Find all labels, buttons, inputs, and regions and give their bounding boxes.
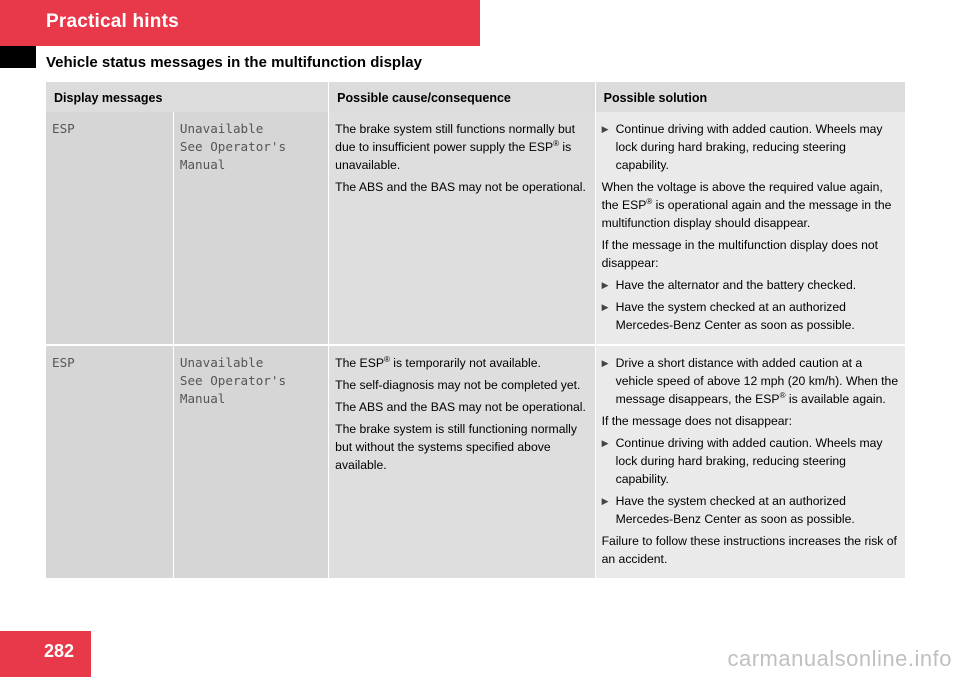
- text-part: Continue driving with added caution. Wheels may lock during hard braking, reducing steering capability.: [615, 436, 883, 486]
- text-part: is available again.: [785, 392, 886, 406]
- text-part: Have the system checked at an authorized Mercedes-Benz Center as soon as possible.: [615, 494, 855, 526]
- text-part: The ESP: [335, 356, 384, 370]
- display-message-text-cell: [174, 112, 328, 346]
- paragraph: [602, 532, 899, 568]
- triangle-right-icon: ▶: [601, 280, 609, 290]
- triangle-right-icon: ▶: [601, 358, 609, 368]
- paragraph: [335, 420, 588, 474]
- possible-cause-cell: [329, 112, 594, 346]
- header-black-bar: [0, 46, 36, 68]
- text-part: If the message in the multifunction display does not disappear:: [601, 238, 879, 270]
- registered-mark: ®: [553, 138, 560, 148]
- status-messages-table: [45, 82, 906, 580]
- triangle-right-icon: ▶: [601, 124, 609, 134]
- display-message-code: ESP: [52, 355, 75, 370]
- page-number-tab: [0, 631, 91, 677]
- bullet-item: [602, 434, 899, 488]
- registered-mark: ®: [383, 354, 390, 364]
- section-title: Practical hints: [46, 11, 179, 32]
- text-part: is temporarily not available.: [389, 356, 541, 370]
- possible-solution-cell: [596, 346, 905, 580]
- display-message-line: See Operator's: [179, 373, 287, 388]
- text-part: Failure to follow these instructions increases the risk of an accident.: [601, 534, 897, 566]
- paragraph: [602, 412, 899, 430]
- paragraph: [335, 120, 588, 174]
- display-message-line: Manual: [179, 157, 226, 172]
- display-message-line: Manual: [179, 391, 226, 406]
- display-message-cell: [46, 346, 173, 580]
- text-part: The ABS and the BAS may not be operational.: [335, 180, 586, 194]
- table-row: [46, 346, 905, 580]
- bullet-item: [602, 276, 899, 294]
- col-header-possible-solution: Possible solution: [596, 82, 905, 112]
- display-message-line: Unavailable: [179, 355, 264, 370]
- triangle-right-icon: ▶: [601, 302, 609, 312]
- text-part: The ABS and the BAS may not be operational.: [335, 400, 586, 414]
- table-row: [46, 112, 905, 346]
- triangle-right-icon: ▶: [601, 496, 609, 506]
- bullet-item: [602, 492, 899, 528]
- text-part: is unavailable.: [335, 140, 572, 172]
- paragraph: [335, 376, 588, 394]
- text-part: Have the alternator and the battery checked.: [615, 278, 857, 292]
- page-subtitle: Vehicle status messages in the multifunction display: [46, 54, 422, 71]
- display-message-line: See Operator's: [179, 139, 287, 154]
- bullet-item: [602, 354, 899, 408]
- col-header-display-messages: Display messages: [46, 82, 328, 112]
- triangle-right-icon: ▶: [601, 438, 609, 448]
- display-message-code: ESP: [52, 121, 75, 136]
- text-part: Have the system checked at an authorized Mercedes-Benz Center as soon as possible.: [615, 300, 855, 332]
- text-part: The self-diagnosis may not be completed yet.: [335, 378, 581, 392]
- display-message-text-cell: [174, 346, 328, 580]
- bullet-item: [602, 120, 899, 174]
- col-header-possible-cause: Possible cause/consequence: [329, 82, 594, 112]
- text-part: Drive a short distance with added caution at a vehicle speed of above 12 mph (20 km/h). When the message disappears, the ESP: [615, 356, 899, 406]
- section-tab: [0, 0, 480, 46]
- page-number: 282: [44, 641, 75, 661]
- possible-solution-cell: [596, 112, 905, 346]
- registered-mark: ®: [646, 196, 653, 206]
- display-message-cell: [46, 112, 173, 346]
- paragraph: [335, 178, 588, 196]
- text-part: The brake system is still functioning normally but without the systems specified above available.: [335, 422, 577, 472]
- text-part: The brake system still functions normally but due to insufficient power supply the ESP: [335, 122, 575, 154]
- watermark: carmanualsonline.info: [727, 646, 952, 671]
- bullet-item: [602, 298, 899, 334]
- table-header-row: [46, 82, 905, 112]
- registered-mark: ®: [779, 390, 786, 400]
- text-part: Continue driving with added caution. Wheels may lock during hard braking, reducing steering capability.: [615, 122, 883, 172]
- paragraph: [602, 236, 899, 272]
- paragraph: [335, 354, 588, 372]
- display-message-line: Unavailable: [179, 121, 264, 136]
- text-part: If the message does not disappear:: [601, 414, 792, 428]
- text-part: When the voltage is above the required value again, the ESP: [601, 180, 883, 212]
- paragraph: [335, 398, 588, 416]
- paragraph: [602, 178, 899, 232]
- text-part: is operational again and the message in the multifunction display should disappear.: [601, 198, 892, 230]
- possible-cause-cell: [329, 346, 594, 580]
